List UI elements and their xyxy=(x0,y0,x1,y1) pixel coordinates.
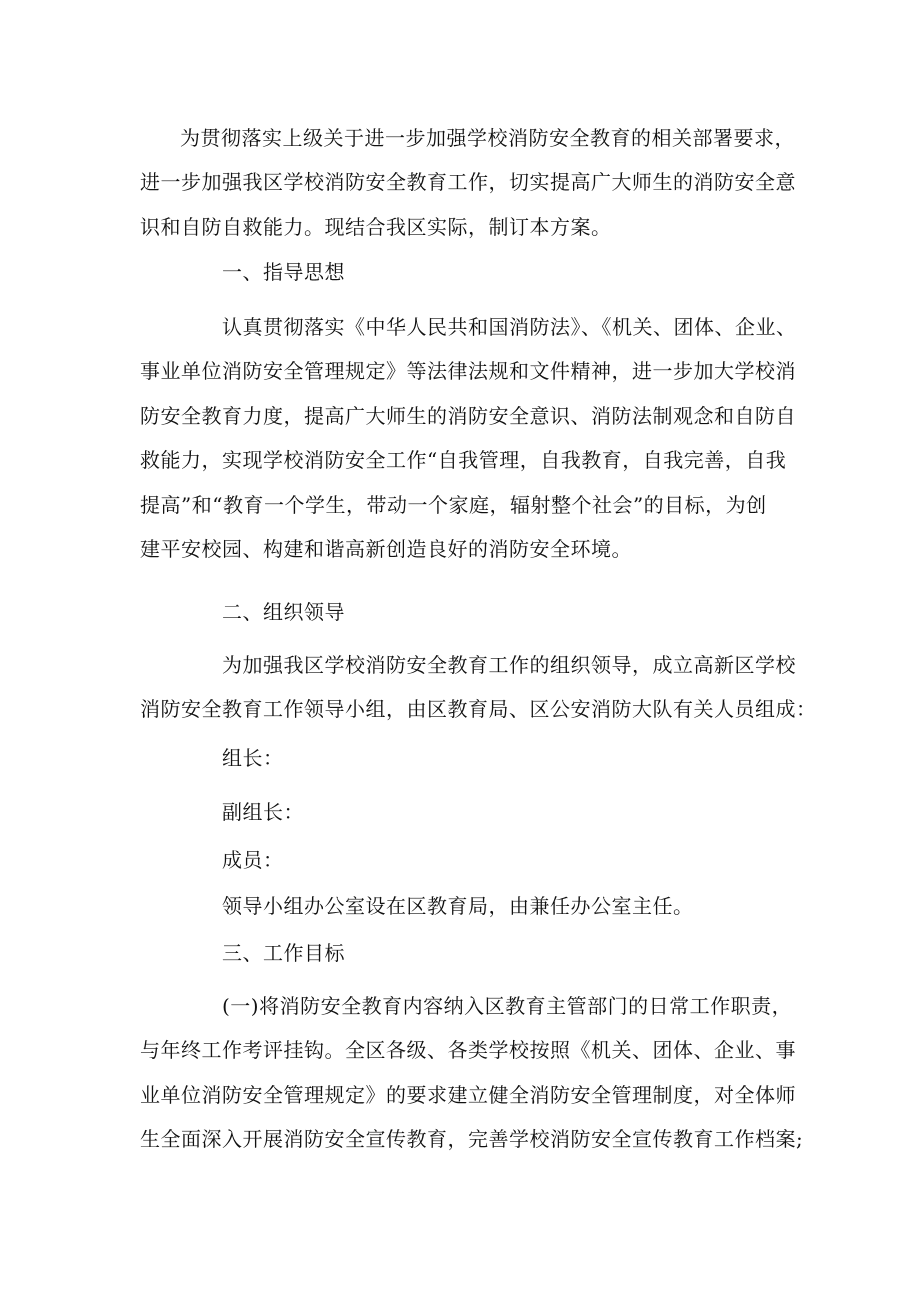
text-line: 为贯彻落实上级关于进一步加强学校消防安全教育的相关部署要求， xyxy=(180,126,795,150)
organization-paragraph xyxy=(140,643,817,732)
text-line: 进一步加强我区学校消防安全教育工作，切实提高广大师生的消防安全意 xyxy=(140,170,796,195)
text-line: 防安全教育力度，提高广大师生的消防安全意识、消防法制观念和自防自 xyxy=(140,403,796,428)
text-line: 领导小组办公室设在区教育局，由兼任办公室主任。 xyxy=(222,894,694,918)
text-line: 识和自防自救能力。现结合我区实际，制订本方案。 xyxy=(140,214,612,239)
text-line: 事业单位消防安全管理规定》等法律法规和文件精神，进一步加大学校消 xyxy=(140,359,796,384)
text-line: 与年终工作考评挂钩。全区各级、各类学校按照《机关、团体、企业、事 xyxy=(140,1038,796,1063)
guiding-thought-paragraph xyxy=(140,305,797,571)
intro-paragraph xyxy=(140,116,796,249)
text-line: 消防安全教育工作领导小组，由区教育局、区公安消防大队有关人员组成： xyxy=(140,697,817,722)
section-heading-guiding-thought xyxy=(140,250,790,294)
text-line: (一)将消防安全教育内容纳入区教育主管部门的日常工作职责， xyxy=(222,994,793,1018)
deputy-leader-line xyxy=(140,790,790,834)
text-line: 副组长： xyxy=(222,800,304,824)
section-heading-work-goals xyxy=(140,931,790,975)
text-line: 业单位消防安全管理规定》的要求建立健全消防安全管理制度，对全体师 xyxy=(140,1082,796,1107)
section-heading-organization xyxy=(140,590,790,634)
text-line: 二、组织领导 xyxy=(222,600,345,624)
team-leader-line xyxy=(140,736,790,780)
text-line: 三、工作目标 xyxy=(222,941,345,965)
text-line: 救能力，实现学校消防安全工作“自我管理，自我教育，自我完善，自我 xyxy=(140,448,787,473)
text-line: 成员： xyxy=(222,848,284,872)
text-line: 认真贯彻落实《中华人民共和国消防法》、《机关、团体、企业、 xyxy=(222,315,797,339)
text-line: 提高”和“教育一个学生，带动一个家庭，辐射整个社会”的目标，为创 xyxy=(140,492,767,517)
text-line: 一、指导思想 xyxy=(222,260,345,284)
text-line: 生全面深入开展消防安全宣传教育，完善学校消防安全宣传教育工作档案; xyxy=(140,1127,804,1152)
text-line: 组长： xyxy=(222,746,284,770)
text-line: 建平安校园、构建和谐高新创造良好的消防安全环境。 xyxy=(140,537,632,562)
members-line xyxy=(140,838,790,882)
text-line: 为加强我区学校消防安全教育工作的组织领导，成立高新区学校 xyxy=(222,653,796,677)
office-line xyxy=(140,884,790,928)
work-goals-paragraph xyxy=(140,984,804,1162)
